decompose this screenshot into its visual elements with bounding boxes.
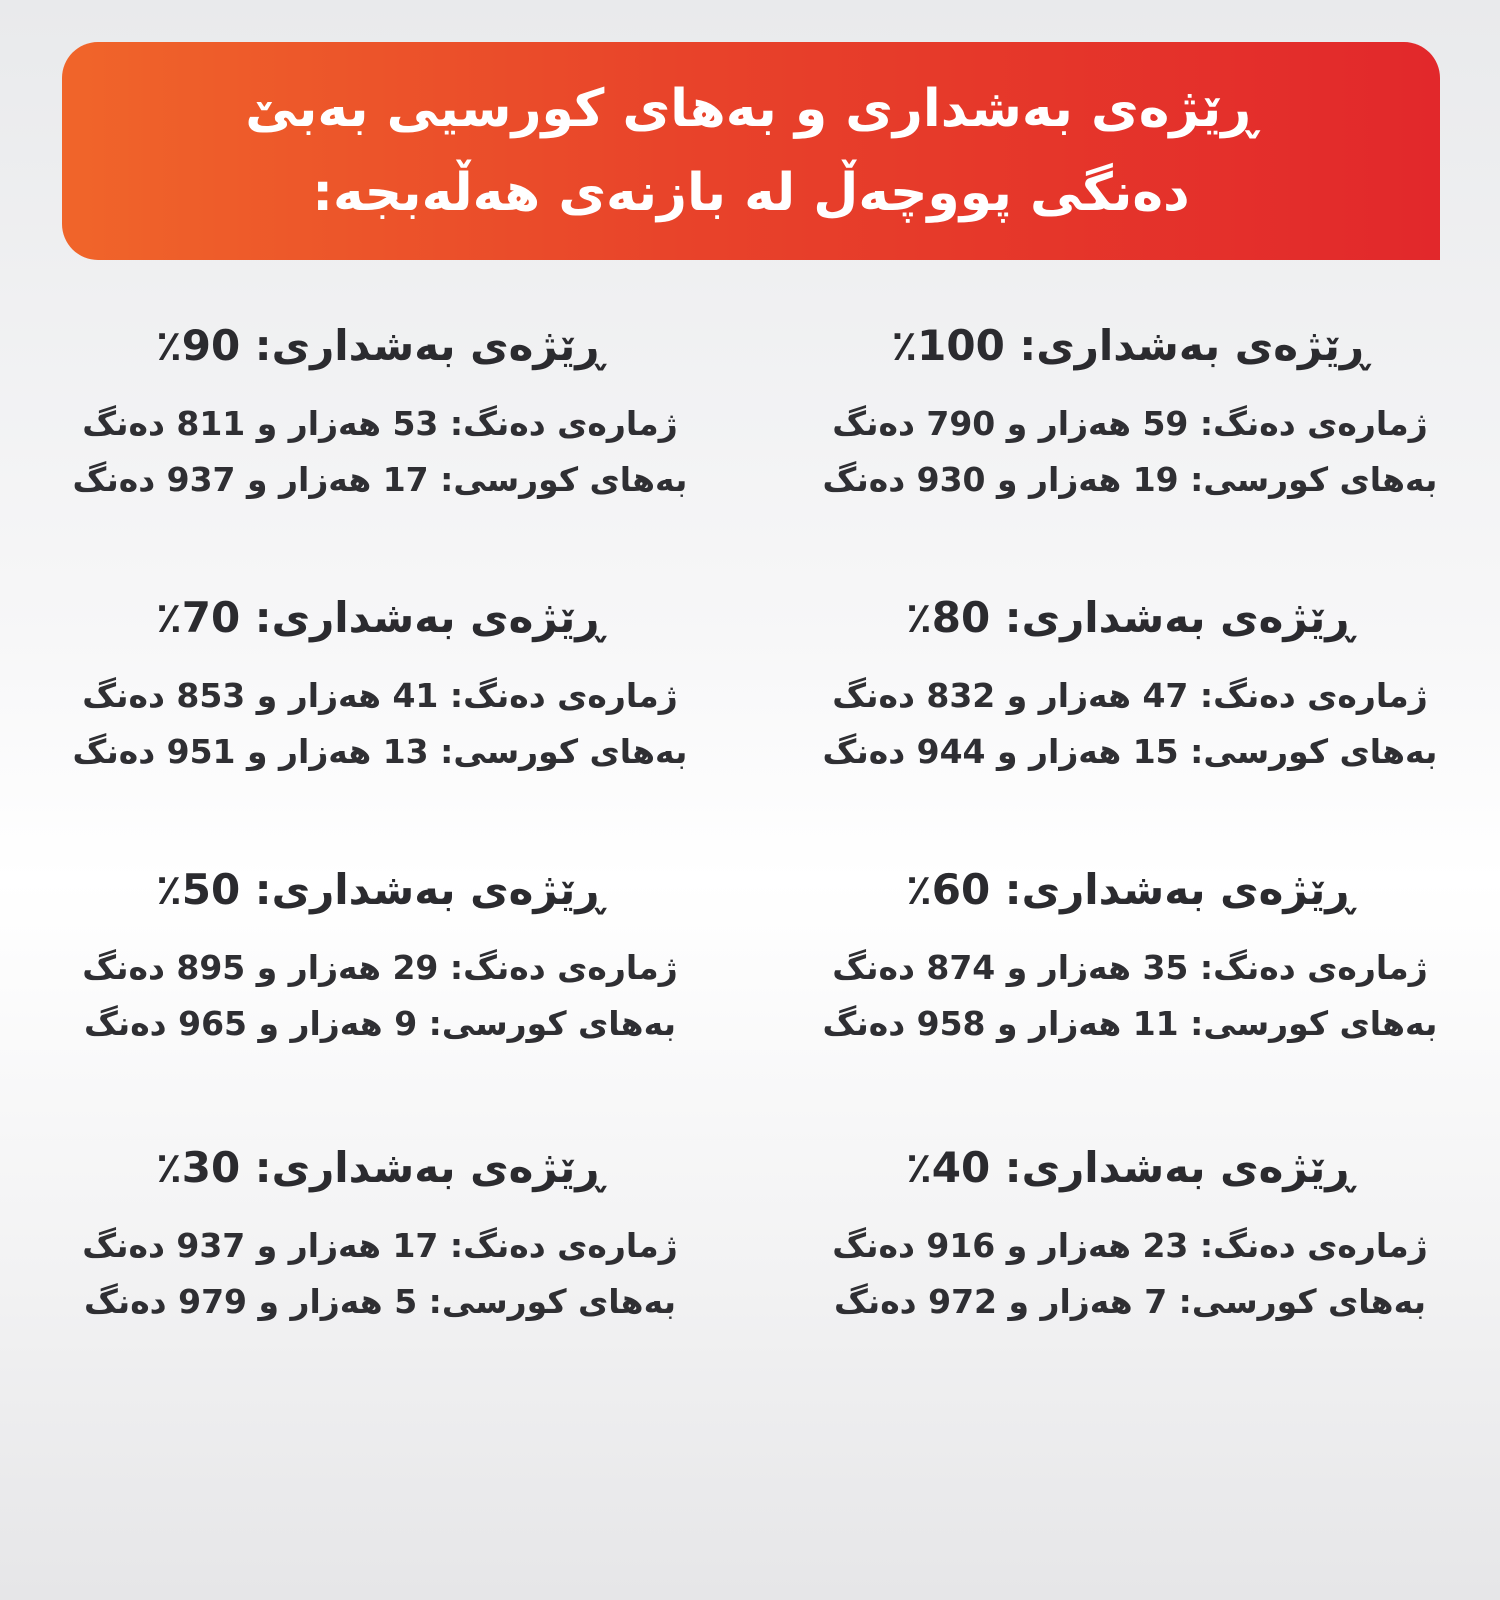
turnout-block-60 bbox=[810, 862, 1450, 1052]
seat-value: بەهای کورسی: 19 هەزار و 930 دەنگ bbox=[822, 460, 1438, 499]
title-line-2: دەنگی پووچەڵ لە بازنەی هەڵەبجە: bbox=[312, 163, 1190, 223]
seat-value: بەهای کورسی: 5 هەزار و 979 دەنگ bbox=[84, 1282, 676, 1321]
turnout-heading: ڕێژەی بەشداری: 70٪ bbox=[156, 593, 604, 642]
turnout-block-40 bbox=[810, 1140, 1450, 1330]
vote-count: ژمارەی دەنگ: 53 هەزار و 811 دەنگ bbox=[82, 404, 678, 443]
turnout-heading: ڕێژەی بەشداری: 50٪ bbox=[156, 865, 604, 914]
seat-value: بەهای کورسی: 15 هەزار و 944 دەنگ bbox=[822, 732, 1438, 771]
seat-value: بەهای کورسی: 17 هەزار و 937 دەنگ bbox=[72, 460, 688, 499]
seat-value: بەهای کورسی: 7 هەزار و 972 دەنگ bbox=[834, 1282, 1426, 1321]
turnout-heading: ڕێژەی بەشداری: 40٪ bbox=[906, 1143, 1354, 1192]
seat-value: بەهای کورسی: 11 هەزار و 958 دەنگ bbox=[822, 1004, 1438, 1043]
vote-count: ژمارەی دەنگ: 59 هەزار و 790 دەنگ bbox=[832, 404, 1428, 443]
page-title bbox=[245, 67, 1256, 235]
seat-value: بەهای کورسی: 13 هەزار و 951 دەنگ bbox=[72, 732, 688, 771]
vote-count: ژمارەی دەنگ: 41 هەزار و 853 دەنگ bbox=[82, 676, 678, 715]
seat-value: بەهای کورسی: 9 هەزار و 965 دەنگ bbox=[84, 1004, 676, 1043]
turnout-block-30 bbox=[60, 1140, 700, 1330]
vote-count: ژمارەی دەنگ: 29 هەزار و 895 دەنگ bbox=[82, 948, 678, 987]
vote-count: ژمارەی دەنگ: 35 هەزار و 874 دەنگ bbox=[832, 948, 1428, 987]
turnout-heading: ڕێژەی بەشداری: 90٪ bbox=[156, 321, 604, 370]
title-banner bbox=[62, 42, 1440, 260]
turnout-heading: ڕێژەی بەشداری: 30٪ bbox=[156, 1143, 604, 1192]
vote-count: ژمارەی دەنگ: 23 هەزار و 916 دەنگ bbox=[832, 1226, 1428, 1265]
turnout-block-70 bbox=[60, 590, 700, 780]
turnout-heading: ڕێژەی بەشداری: 60٪ bbox=[906, 865, 1354, 914]
turnout-heading: ڕێژەی بەشداری: 100٪ bbox=[891, 321, 1369, 370]
turnout-heading: ڕێژەی بەشداری: 80٪ bbox=[906, 593, 1354, 642]
title-line-1: ڕێژەی بەشداری و بەهای کورسیی بەبێ bbox=[245, 79, 1257, 139]
vote-count: ژمارەی دەنگ: 17 هەزار و 937 دەنگ bbox=[82, 1226, 678, 1265]
turnout-block-100 bbox=[810, 318, 1450, 508]
turnout-block-80 bbox=[810, 590, 1450, 780]
turnout-block-90 bbox=[60, 318, 700, 508]
turnout-block-50 bbox=[60, 862, 700, 1052]
vote-count: ژمارەی دەنگ: 47 هەزار و 832 دەنگ bbox=[832, 676, 1428, 715]
